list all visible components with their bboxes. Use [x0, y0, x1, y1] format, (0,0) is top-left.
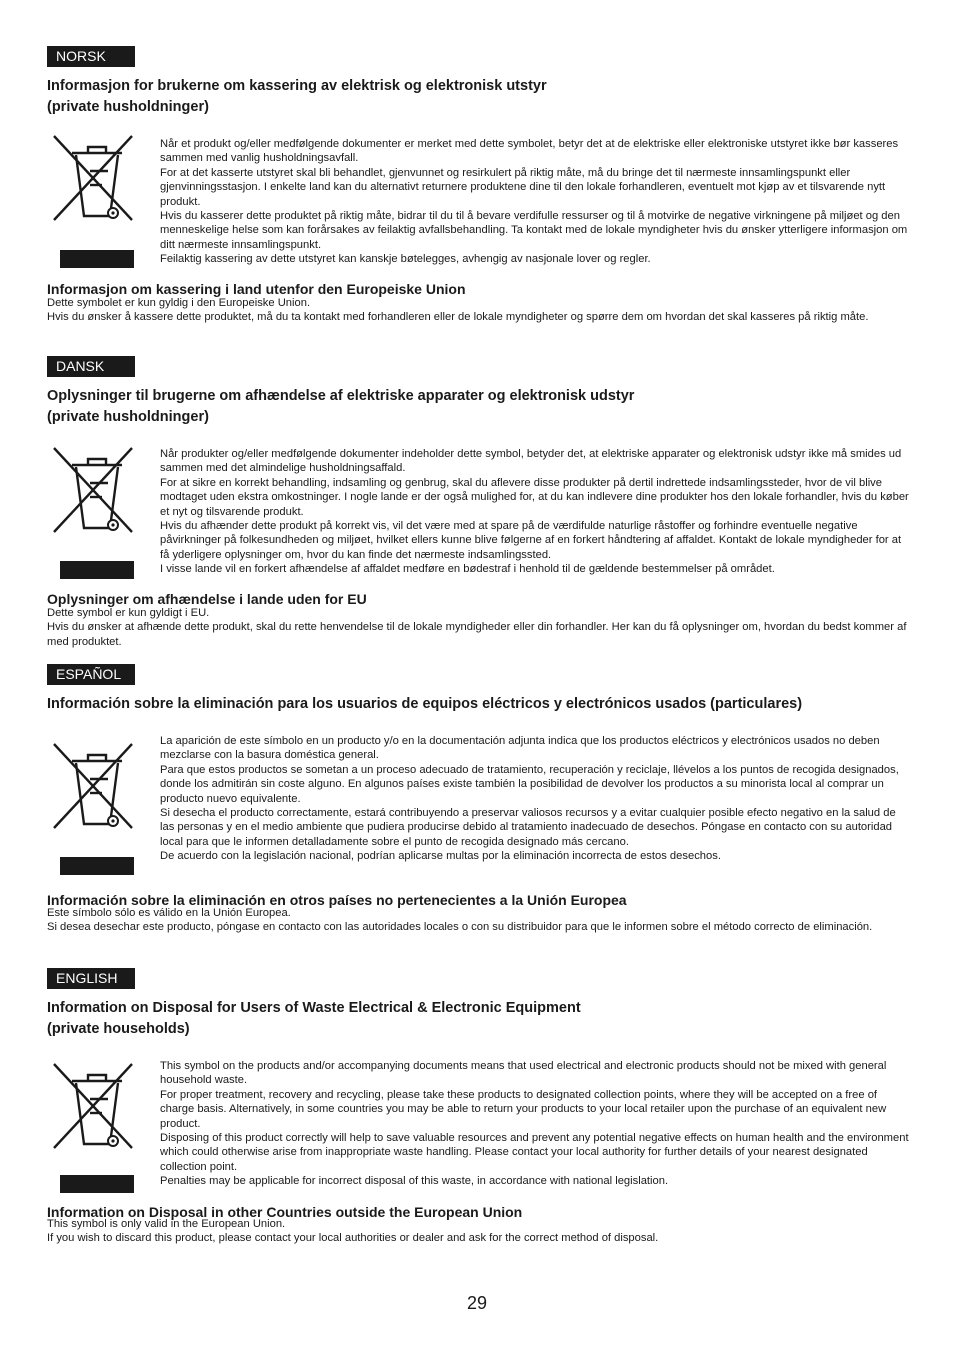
body-paragraph: This symbol on the products and/or accompanying documents means that used electrical and electronic products should not be mixed with general household waste. — [160, 1060, 887, 1087]
sub-paragraph: Hvis du ønsker at afhænde dette produkt, skal du rette henvendelse til de lokale myndigheder eller din forhandler. Her kan du få oplysninger om, hvordan du bedst kommer af med produktet. — [47, 621, 907, 648]
body-paragraph: La aparición de este símbolo en un producto y/o en la documentación adjunta indica que los productos eléctricos y electrónicos usados no deben mezclarse con la basura doméstica general. — [160, 735, 880, 762]
sub-heading-norsk: Informasjon om kassering i land utenfor den Europeiske Union — [47, 281, 466, 297]
sub-paragraph: This symbol is only valid in the European Union. — [47, 1218, 286, 1230]
sub-paragraph: Si desea desechar este producto, póngase en contacto con las autoridades locales o con su distribuidor para que le informen sobre el método correcto de eliminación. — [47, 921, 873, 934]
section-body-english — [160, 1059, 912, 1189]
lang-tag-english: ENGLISH — [47, 968, 135, 989]
body-paragraph: Hvis du kasserer dette produktet på riktig måte, bidrar til du til å bevare verdifulle ressurser og til å motvirke de negative virkningene på miljøet og den menneskelige helse som kan forårsakes av feilaktig avfallsbehandling. Ta kontakt med de lokale myndigheter hvis du ønsker ytterligere informasjon om ditt nærmeste innsamlingspunkt. — [160, 210, 908, 251]
body-paragraph: Hvis du afhænder dette produkt på korrekt vis, vil det være med at spare på de værdifulde naturlige råstoffer og forhindre eventuelle negative påvirkninger på folkesundheden og miljøet, hvilket ellers kunne blive følgerne af en forkert håndtering af affaldet. Kontakt de lokale myndigheder for at få yderligere oplysninger om, hvor du kan finde det nærmeste indsamlingssted. — [160, 520, 902, 561]
sub-paragraph: If you wish to discard this product, please contact your local authorities or dealer and ask for the correct method of disposal. — [47, 1232, 659, 1245]
crossed-out-wheeled-bin-icon — [52, 134, 134, 222]
section-body-dansk — [160, 447, 912, 577]
heading-line: (private husholdninger) — [47, 409, 209, 425]
sub-heading-english: Information on Disposal in other Countries outside the European Union — [47, 1204, 523, 1220]
crossed-out-wheeled-bin-icon — [52, 446, 134, 534]
heading-line: Informasjon for brukerne om kassering av elektrisk og elektronisk utstyr — [47, 78, 547, 94]
heading-line: (private households) — [47, 1021, 190, 1037]
weee-underline-bar — [60, 1175, 134, 1193]
heading-line: Información sobre la eliminación para los usuarios de equipos eléctricos y electrónicos usados (particulares) — [47, 696, 803, 712]
body-paragraph: Når et produkt og/eller medfølgende dokumenter er merket med dette symbolet, betyr det at de elektriske eller elektroniske utstyret ikke bør kasseres sammen med vanlig husholdningsavfall. — [160, 138, 899, 165]
weee-underline-bar — [60, 250, 134, 268]
body-paragraph: Disposing of this product correctly will help to save valuable resources and prevent any potential negative effects on human health and the environment which could otherwise arise from inappropriate waste handling. Please contact your local authority for further details of your nearest designated collection point. — [160, 1132, 909, 1173]
lang-tag-dansk: DANSK — [47, 356, 135, 377]
section-heading-norsk — [47, 76, 547, 118]
weee-underline-bar — [60, 857, 134, 875]
body-paragraph: Når produkter og/eller medfølgende dokumenter indeholder dette symbol, betyder det, at elektriske apparater og elektronisk udstyr ikke må smides ud sammen med det almindelige husholdningsaffald. — [160, 448, 902, 475]
sub-heading-espanol: Información sobre la eliminación en otros países no pertenecientes a la Unión Europea — [47, 892, 627, 908]
sub-paragraph: Este símbolo sólo es válido en la Unión Europea. — [47, 907, 291, 919]
sub-paragraph: Hvis du ønsker å kassere dette produktet, må du ta kontakt med forhandleren eller de lokale myndigheter og spørre dem om hvordan det skal kasseres på riktig måte. — [47, 311, 869, 324]
section-body-norsk — [160, 137, 912, 267]
body-paragraph: For proper treatment, recovery and recycling, please take these products to designated collection points, where they will be accepted on a free of charge basis. Alternatively, in some countries you may be able to return your products to your local retailer upon the purchase of an equivalent new product. — [160, 1088, 887, 1130]
body-paragraph: De acuerdo con la legislación nacional, podrían aplicarse multas por la eliminación incorrecta de estos desechos. — [160, 850, 721, 863]
sub-body-dansk — [47, 606, 912, 649]
heading-line: (private husholdninger) — [47, 99, 209, 115]
heading-line: Oplysninger til brugerne om afhændelse af elektriske apparater og elektronisk udstyr — [47, 388, 635, 404]
body-paragraph: Feilaktig kassering av dette utstyret kan kanskje bøtelegges, avhengig av nasjonale lover og regler. — [160, 253, 651, 266]
section-heading-espanol — [47, 694, 802, 715]
body-paragraph: For at det kasserte utstyret skal bli behandlet, gjenvunnet og resirkulert på riktig måte, må du bringe det til nærmeste innsamlingspunkt eller gjenvinningsstasjon. I enkelte land kan du alternativt returnere produktene dine til den lokale forhandleren, eventuelt mot kjøp av et tilsvarende nytt produkt. — [160, 166, 886, 208]
section-heading-dansk — [47, 386, 634, 428]
sub-heading-dansk: Oplysninger om afhændelse i lande uden for EU — [47, 591, 367, 607]
section-heading-english — [47, 998, 581, 1040]
lang-tag-norsk: NORSK — [47, 46, 135, 67]
page-number: 29 — [466, 1293, 488, 1313]
body-paragraph: Penalties may be applicable for incorrect disposal of this waste, in accordance with national legislation. — [160, 1175, 669, 1188]
weee-underline-bar — [60, 561, 134, 579]
sub-body-norsk — [47, 296, 912, 325]
crossed-out-wheeled-bin-icon — [52, 1062, 134, 1150]
sub-paragraph: Dette symbolet er kun gyldig i den Europeiske Union. — [47, 297, 311, 309]
body-paragraph: Si desecha el producto correctamente, estará contribuyendo a preservar valiosos recursos y a evitar cualquier posible efecto negativo en la salud de las personas y en el medio ambiente que pudiera producirse debido al tratamiento inadecuado de desechos. Póngase en contacto con su autoridad local para que le informen detalladamente sobre el punto de recogida designado más cercano. — [160, 807, 896, 848]
section-body-espanol — [160, 734, 912, 864]
sub-body-espanol — [47, 906, 912, 935]
lang-tag-espanol: ESPAÑOL — [47, 664, 135, 685]
body-paragraph: Para que estos productos se sometan a un proceso adecuado de tratamiento, recuperación y reciclaje, llévelos a los puntos de recogida designados, donde los admitirán sin coste alguno. En algunos países existe también la posibilidad de devolver los productos a su minorista local al comprar un producto nuevo equivalente. — [160, 763, 899, 805]
heading-line: Information on Disposal for Users of Waste Electrical & Electronic Equipment — [47, 1000, 581, 1016]
sub-body-english — [47, 1217, 912, 1246]
body-paragraph: I visse lande vil en forkert afhændelse af affaldet medføre en bødestraf i henhold til de gældende bestemmelser på området. — [160, 563, 775, 576]
sub-paragraph: Dette symbol er kun gyldigt i EU. — [47, 607, 210, 619]
crossed-out-wheeled-bin-icon — [52, 742, 134, 830]
body-paragraph: For at sikre en korrekt behandling, indsamling og genbrug, skal du aflevere disse produkter på dertil indrettede indsamlingssteder, hvor de vil blive modtaget uden ekstra omkostninger. I nogle lande er der også mulighed for, at du kan indlevere dine produkter hos den lokale forhandler, hvis du køber et nyt og tilsvarende produkt. — [160, 476, 909, 518]
